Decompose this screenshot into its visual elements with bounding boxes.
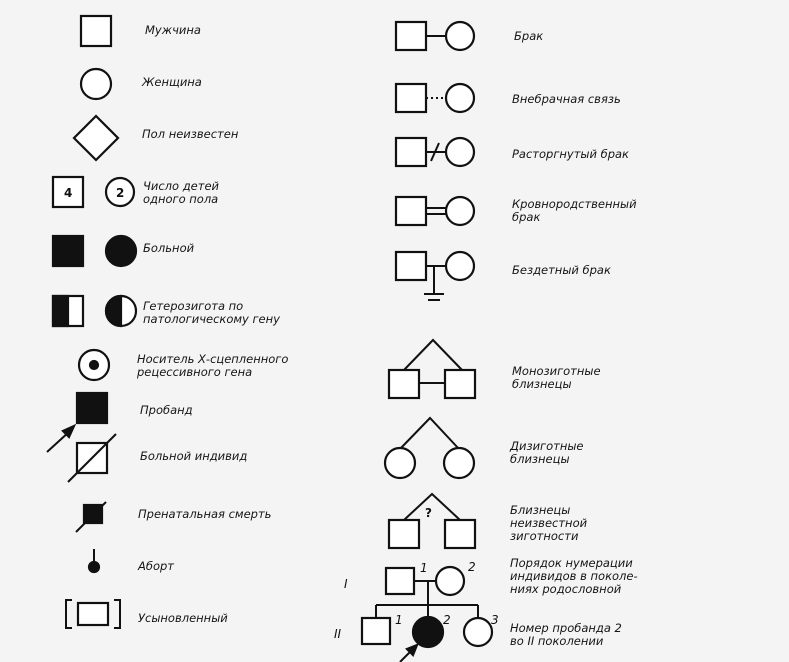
adopted-square (78, 603, 108, 625)
affected-circle-symbol (106, 236, 136, 266)
label-monozygotic-line1: Монозиготные (512, 364, 601, 378)
gen2-number-3: 3 (491, 613, 499, 627)
label-proband-number (510, 622, 622, 648)
carrier-symbol (79, 350, 109, 380)
label-children-count-line1: Число детей (143, 179, 219, 193)
label-deceased: Больной индивид (140, 449, 248, 463)
label-childless: Бездетный брак (512, 263, 611, 277)
affected-square-symbol (53, 236, 83, 266)
abortion-dot (89, 562, 99, 572)
children-count-symbols (53, 177, 134, 207)
affected-symbols (53, 236, 136, 266)
proband-arrow-symbol (47, 426, 74, 452)
label-marriage: Брак (514, 29, 544, 43)
label-monozygotic-line2: близнецы (512, 377, 572, 391)
count-circle-number: 2 (116, 186, 125, 200)
proband-square-symbol (77, 393, 107, 423)
gen1-number-2: 2 (468, 560, 476, 574)
label-proband-number-line2: во II поколении (510, 634, 604, 648)
label-children-count (143, 180, 219, 206)
gen1-number-1: 1 (420, 561, 428, 575)
label-proband: Пробанд (140, 403, 193, 417)
heterozygote-symbols (53, 296, 136, 326)
unknown-zygosity-twins-symbol (389, 494, 475, 548)
generation-I-label: I (344, 577, 348, 591)
carrier-center-dot (90, 361, 98, 369)
label-unknown-twins-line1: Близнецы (510, 503, 571, 517)
label-affected: Больной (143, 241, 195, 255)
label-heterozygote-line1: Гетерозигота по (143, 299, 244, 313)
label-heterozygote-line2: патологическому гену (143, 312, 280, 326)
unknown-sex-diamond-symbol (74, 116, 118, 160)
label-male: Мужчина (145, 23, 201, 37)
marriage-symbol (396, 22, 474, 50)
label-unknown-twins-line2: неизвестной (510, 516, 588, 530)
label-divorced: Расторгнутый брак (512, 147, 629, 161)
label-carrier-line1: Носитель Х-сцепленного (137, 352, 289, 366)
female-circle-symbol (81, 69, 111, 99)
label-consanguineous-line2: брак (512, 210, 541, 224)
label-carrier (137, 353, 288, 379)
heterozygote-circle-half (106, 296, 121, 326)
label-numbering-line3: ниях родословной (510, 582, 622, 596)
proband-number-2-filled (413, 617, 443, 647)
label-numbering-line2: индивидов в поколе- (510, 569, 638, 583)
label-monozygotic (512, 365, 601, 391)
heterozygote-square-half (53, 296, 68, 326)
label-children-count-line2: одного пола (143, 192, 219, 206)
label-carrier-line2: рецессивного гена (137, 365, 253, 379)
label-heterozygote (143, 300, 280, 326)
label-female: Женщина (142, 75, 202, 89)
gen2-number-1: 1 (395, 613, 403, 627)
count-square-number: 4 (64, 186, 73, 200)
label-unknown-twins-line3: зиготности (510, 529, 579, 543)
label-abortion: Аборт (138, 559, 174, 573)
monozygotic-twins-symbol (389, 340, 475, 398)
childless-symbol (396, 252, 474, 300)
adopted-symbol (66, 600, 120, 628)
abortion-symbol (89, 549, 99, 572)
label-unknown-twins (510, 504, 587, 543)
label-prenatal-death: Пренатальная смерть (138, 507, 272, 521)
male-square-symbol (81, 16, 111, 46)
deceased-symbol (68, 434, 116, 482)
label-consanguineous-line1: Кровнородственный (512, 197, 637, 211)
label-adopted: Усыновленный (138, 611, 228, 625)
dizygotic-twins-symbol (385, 418, 474, 478)
label-numbering (510, 557, 638, 596)
label-dizygotic-line2: близнецы (510, 452, 570, 466)
label-extramarital: Внебрачная связь (512, 92, 621, 106)
extramarital-symbol (396, 84, 474, 112)
consanguineous-symbol (396, 197, 474, 225)
gen2-number-2: 2 (443, 613, 451, 627)
label-consanguineous (512, 198, 637, 224)
label-proband-number-line1: Номер пробанда 2 (510, 621, 622, 635)
label-dizygotic-line1: Дизиготные (510, 439, 584, 453)
label-sex-unknown: Пол неизвестен (142, 127, 239, 141)
label-dizygotic (510, 440, 584, 466)
label-numbering-line1: Порядок нумерации (510, 556, 633, 570)
divorced-symbol (396, 138, 474, 166)
generation-II-label: II (334, 627, 342, 641)
unknown-twins-question-mark: ? (425, 506, 432, 520)
numbering-pedigree-symbol (334, 560, 499, 662)
prenatal-death-symbol (76, 502, 106, 532)
